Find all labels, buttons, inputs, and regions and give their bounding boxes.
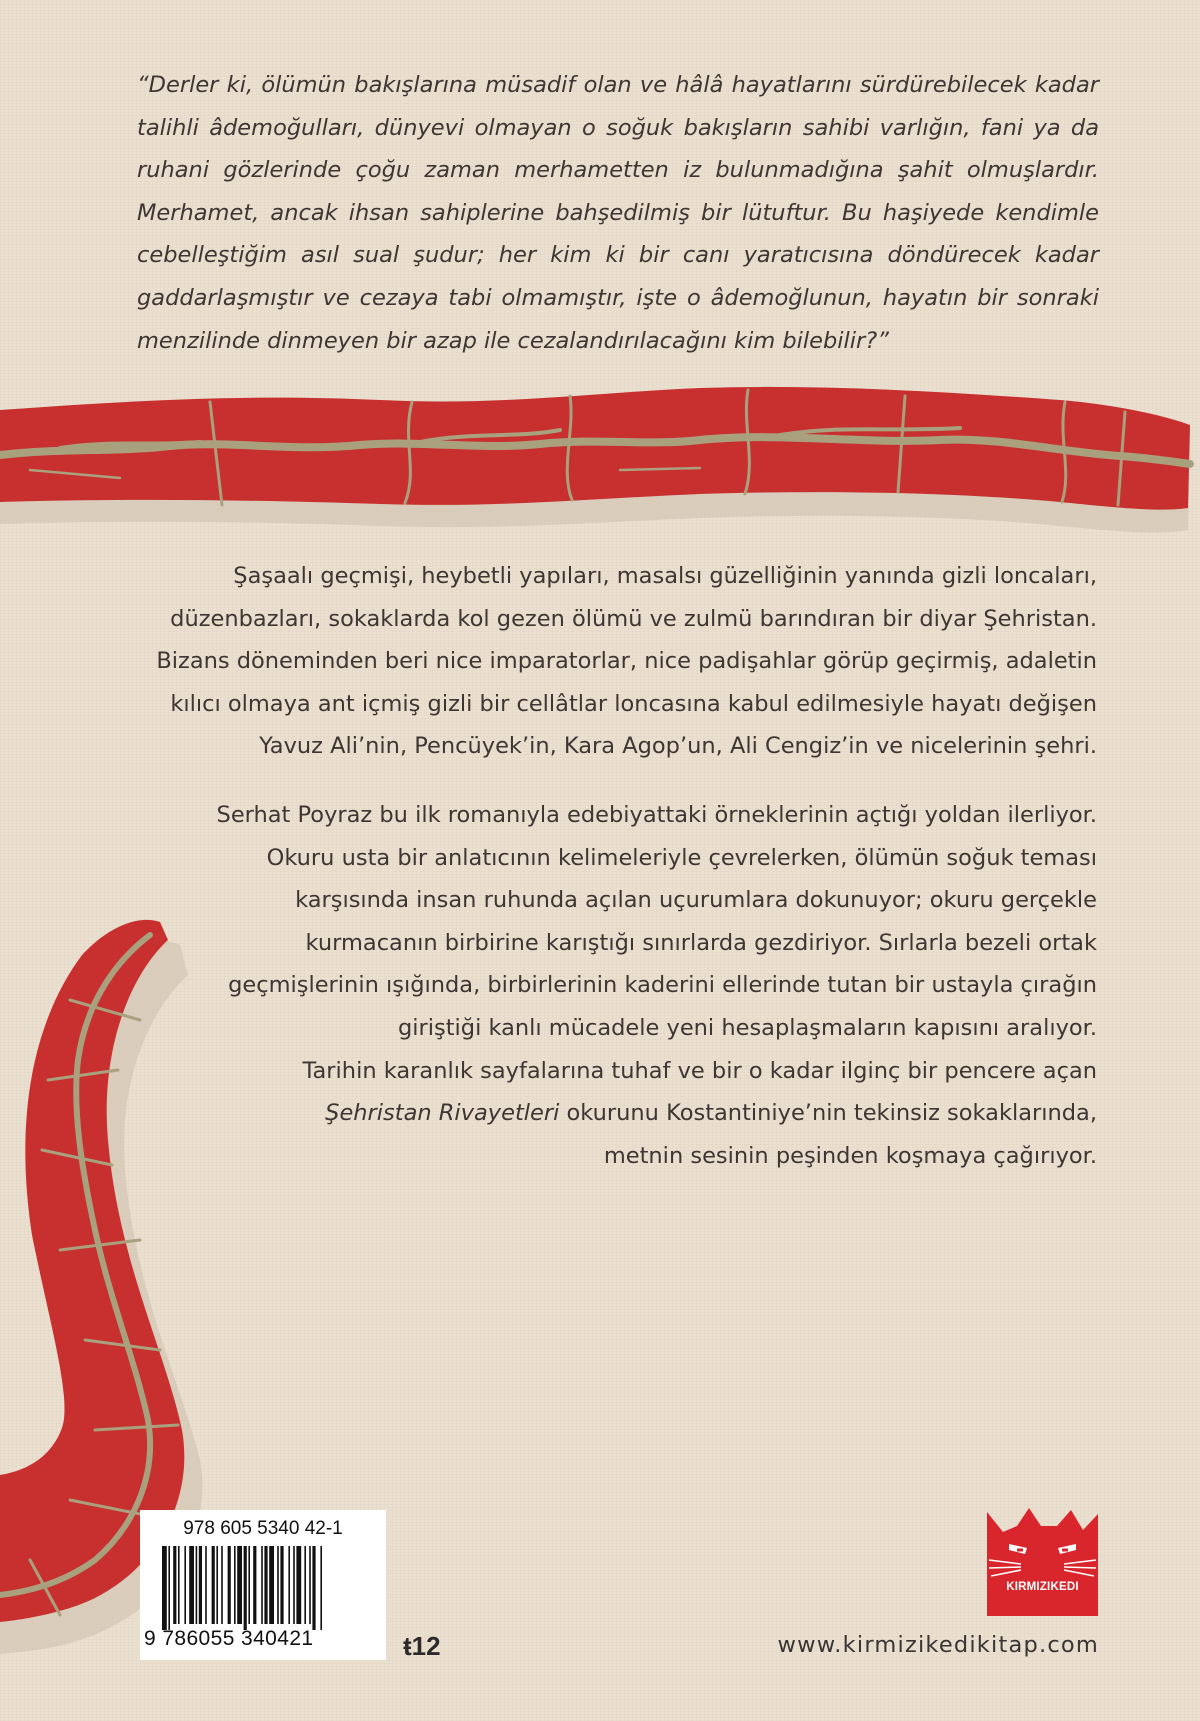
barcode-bar xyxy=(244,1546,247,1630)
blurb-line: kurmacanın birbirine karıştığı sınırlarda gezdiriyor. Sırlarla bezeli ortak xyxy=(305,929,1097,956)
barcode-bar xyxy=(293,1546,295,1624)
publisher-website[interactable]: www.kirmizikedikitap.com xyxy=(777,1632,1099,1658)
barcode xyxy=(162,1546,366,1630)
blurb-line: giriştiği kanlı mücadele yeni hesaplaşmaların kapısını aralıyor. xyxy=(397,1014,1097,1041)
barcode-bar xyxy=(261,1546,263,1624)
blurb-line: Bizans döneminden beri nice imparatorlar, nice padişahlar görüp geçirmiş, adaletin xyxy=(156,648,1097,675)
blurb-line: düzenbazları, sokaklarda kol gezen ölümü ve zulmü barındıran bir diyar Şehristan. xyxy=(170,605,1097,632)
barcode-bar xyxy=(196,1546,198,1624)
cover-quote: “Derler ki, ölümün bakışlarına müsadif olan ve hâlâ hayatlarını sürdürebilecek kadar talihli âdemoğulları, dünyevi olmayan o soğuk bakışların sahibi varlığın, fani ya da ruhani gözlerinde çoğu zaman merhametten iz bulunmadığına şahit olmuşlardır. Merhamet, ancak ihsan sahiplerine bahşedilmiş bir lütuftur. Bu haşiyede kendimle cebelleştiğim asıl sual şudur; her kim ki bir canı yaratıcısına döndürecek kadar gaddarlaşmıştır ve cezaya tabi olmamıştır, işte o âdemoğlunun, hayatın bir sonraki menzilinde dinmeyen bir azap ile cezalandırılacağını kim bilebilir?” xyxy=(137,72,1099,354)
barcode-bar xyxy=(216,1546,218,1624)
barcode-bar xyxy=(269,1546,274,1624)
blurb-line: karşısında insan ruhunda açılan uçurumlara dokunuyor; okuru gerçekle xyxy=(295,887,1097,914)
blurb-line: Yavuz Ali’nin, Pencüyek’in, Kara Agop’un, Ali Cengiz’in ve nicelerinin şehri. xyxy=(259,733,1097,760)
blurb-line: Şaşaalı geçmişi, heybetli yapıları, masalsı güzelliğinin yanında gizli loncaları, xyxy=(233,563,1097,589)
barcode-digits: 9 786055 340421 xyxy=(144,1627,314,1650)
barcode-bar xyxy=(189,1546,194,1624)
barcode-bar xyxy=(296,1546,301,1624)
publisher-name: KIRMIZIKEDI xyxy=(1006,1581,1079,1593)
barcode-bar xyxy=(280,1546,283,1624)
blurb-line: Serhat Poyraz bu ilk romanıyla edebiyattaki örneklerinin açtığı yoldan ilerliyor. xyxy=(216,802,1097,828)
barcode-bar xyxy=(184,1546,186,1624)
isbn-number: 978 605 5340 42-1 xyxy=(183,1518,343,1539)
blurb-line-with-title xyxy=(137,1092,1097,1135)
blurb-line: Tarihin karanlık sayfalarına tuhaf ve bir o kadar ilginç bir pencere açan xyxy=(302,1057,1097,1084)
barcode-bar xyxy=(304,1546,306,1624)
barcode-bar xyxy=(228,1546,231,1624)
barcode-bar xyxy=(320,1546,322,1630)
barcode-bar xyxy=(288,1546,290,1624)
barcode-bar xyxy=(205,1546,207,1624)
barcode-bar xyxy=(264,1546,267,1624)
barcode-bar xyxy=(168,1546,170,1630)
barcode-bar xyxy=(221,1546,223,1624)
blurb-line: kılıcı olmaya ant içmiş gizli bir cellâtlar loncasına kabul edilmesiyle hayatı değişen xyxy=(170,690,1097,717)
barcode-bar xyxy=(212,1546,215,1624)
barcode-bar xyxy=(253,1546,256,1624)
barcode-bar xyxy=(234,1546,236,1624)
barcode-bar xyxy=(178,1546,180,1624)
barcode-bar xyxy=(248,1546,250,1624)
blurb-paragraph-2 xyxy=(137,794,1097,1177)
publisher-logo xyxy=(987,1504,1098,1616)
barcode-bar xyxy=(173,1546,176,1624)
isbn-barcode-box xyxy=(140,1510,386,1660)
barcode-bar xyxy=(277,1546,279,1624)
blurb-line: Okuru usta bir anlatıcının kelimeleriyle çevrelerken, ölümün soğuk teması xyxy=(266,844,1097,871)
price-label: ŧ12 xyxy=(403,1631,441,1661)
barcode-bar xyxy=(309,1546,311,1624)
book-title-italic: Şehristan Rivayetleri xyxy=(325,1100,560,1127)
blurb-line: geçmişlerinin ışığında, birbirlerinin kaderini ellerinde tutan bir ustayla çırağın xyxy=(228,972,1097,999)
barcode-bar xyxy=(312,1546,315,1630)
blurb-line: metnin sesinin peşinden koşmaya çağırıyor. xyxy=(603,1142,1097,1169)
blurb-line-tail: okurunu Kostantiniye’nin tekinsiz sokaklarında, xyxy=(559,1100,1097,1127)
blurb-paragraph-1 xyxy=(137,555,1097,768)
barcode-bar xyxy=(199,1546,202,1624)
red-cat-logo-icon xyxy=(987,1504,1098,1616)
barcode-bar xyxy=(237,1546,242,1624)
barcode-bar xyxy=(162,1546,167,1630)
